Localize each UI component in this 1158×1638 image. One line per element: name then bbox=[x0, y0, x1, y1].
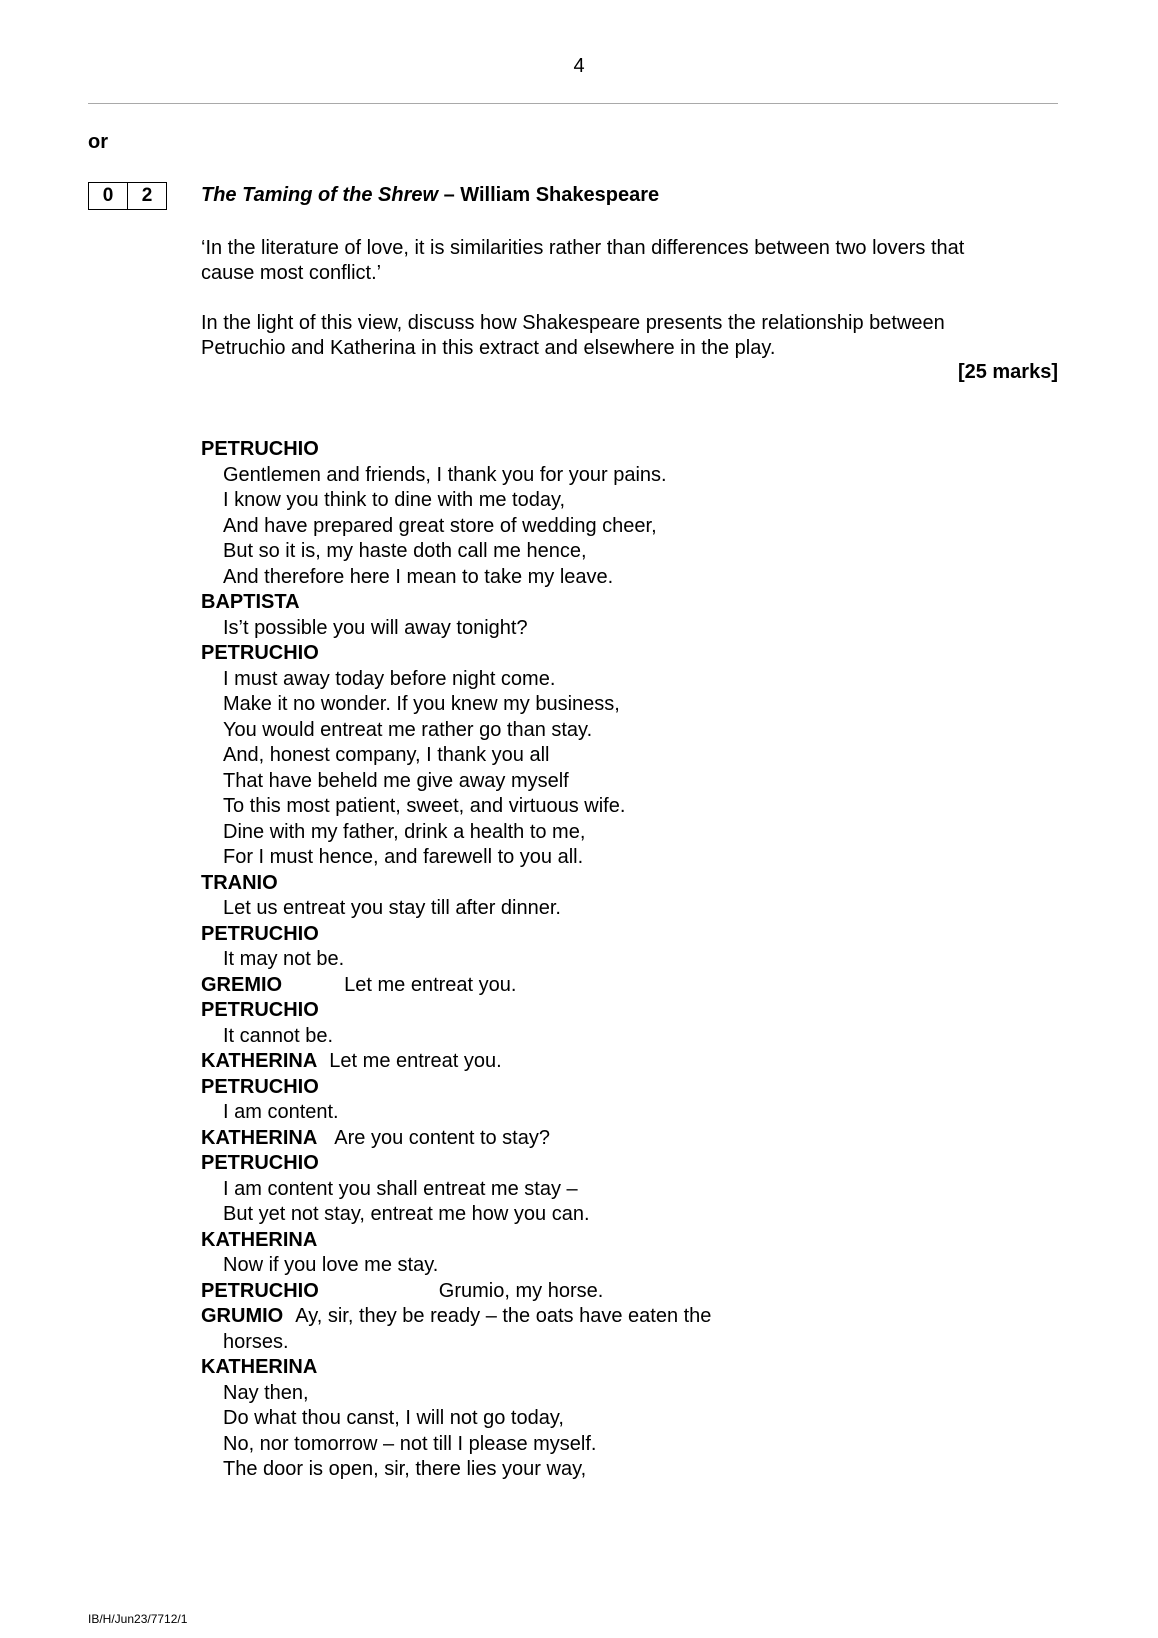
speech-block bbox=[201, 641, 901, 871]
speech-block bbox=[201, 1126, 901, 1152]
speaker-name: GRUMIO bbox=[201, 1305, 284, 1327]
speaker-name: KATHERINA bbox=[201, 1126, 318, 1149]
speech-line: No, nor tomorrow – not till I please myself. bbox=[223, 1432, 597, 1455]
marks-label: [25 marks] bbox=[957, 361, 1058, 383]
speech-line: It may not be. bbox=[223, 948, 345, 970]
speech-line: horses. bbox=[223, 1330, 289, 1353]
speech-line: Let us entreat you stay till after dinner. bbox=[223, 897, 561, 919]
speech-block bbox=[201, 871, 901, 922]
or-label: or bbox=[88, 131, 108, 153]
question-digit-2: 2 bbox=[127, 183, 166, 209]
speaker-name: KATHERINA bbox=[201, 1228, 318, 1251]
speech-line: You would entreat me rather go than stay. bbox=[223, 718, 593, 741]
speech-line: That have beheld me give away myself bbox=[223, 769, 569, 792]
speaker-name: KATHERINA bbox=[201, 1356, 318, 1378]
speech-inline-row bbox=[201, 1279, 901, 1305]
speech-block bbox=[201, 1228, 901, 1279]
speaker-name: PETRUCHIO bbox=[201, 1075, 319, 1098]
question-digit-1: 0 bbox=[102, 185, 114, 206]
question-number-box bbox=[88, 182, 167, 210]
speech-line: Are you content to stay? bbox=[334, 1126, 550, 1149]
speech-block bbox=[201, 973, 901, 999]
speech-block bbox=[201, 998, 901, 1049]
speech-inline-row bbox=[201, 1049, 901, 1075]
speech-inline-row bbox=[201, 1126, 901, 1152]
speech-line: For I must hence, and farewell to you all. bbox=[223, 846, 584, 868]
play-title: The Taming of the Shrew bbox=[201, 184, 439, 206]
speaker-name: TRANIO bbox=[201, 871, 278, 894]
speaker-name: PETRUCHIO bbox=[201, 1152, 319, 1174]
speech-line: To this most patient, sweet, and virtuous wife. bbox=[223, 795, 626, 817]
speech-line: Grumio, my horse. bbox=[438, 1279, 604, 1302]
speech-line: Dine with my father, drink a health to me, bbox=[223, 820, 586, 843]
speaker-name: PETRUCHIO bbox=[201, 1279, 319, 1302]
speaker-name: PETRUCHIO bbox=[201, 642, 319, 664]
speaker-name: PETRUCHIO bbox=[201, 922, 319, 945]
speech-line: Ay, sir, they be ready – the oats have eaten the bbox=[295, 1305, 712, 1327]
speech-line: I know you think to dine with me today, bbox=[223, 489, 566, 511]
speech-line: Nay then, bbox=[223, 1381, 309, 1404]
speech-line: Do what thou canst, I will not go today, bbox=[223, 1407, 564, 1429]
speaker-name: BAPTISTA bbox=[201, 591, 300, 613]
quote-line: cause most conflict.’ bbox=[201, 262, 382, 284]
speech-line: And have prepared great store of wedding cheer, bbox=[223, 514, 657, 537]
speech-line: Is’t possible you will away tonight? bbox=[223, 616, 528, 639]
speaker-name: GREMIO bbox=[201, 973, 283, 996]
quote-line: ‘In the literature of love, it is similarities rather than differences between two lovers that bbox=[201, 237, 965, 259]
speech-line: And, honest company, I thank you all bbox=[223, 744, 550, 766]
speech-block bbox=[201, 1151, 901, 1228]
question-title bbox=[201, 184, 659, 207]
speech-line: I am content. bbox=[223, 1101, 339, 1123]
speaker-name: KATHERINA bbox=[201, 1050, 318, 1072]
footer-code: IB/H/Jun23/7712/1 bbox=[88, 1612, 188, 1626]
speech-block bbox=[201, 1075, 901, 1126]
speech-line: It cannot be. bbox=[223, 1024, 334, 1047]
speech-line: And therefore here I mean to take my leave. bbox=[223, 565, 614, 588]
speech-line: I am content you shall entreat me stay – bbox=[223, 1177, 578, 1200]
speech-line: Now if you love me stay. bbox=[223, 1254, 439, 1276]
speech-block bbox=[201, 1049, 901, 1075]
header-divider bbox=[88, 103, 1058, 104]
question-task bbox=[201, 311, 1061, 361]
speech-line: Gentlemen and friends, I thank you for your pains. bbox=[223, 463, 667, 486]
speech-block bbox=[201, 437, 901, 590]
speech-line: But so it is, my haste doth call me hence, bbox=[223, 540, 587, 562]
speech-line: Let me entreat you. bbox=[329, 1050, 502, 1072]
speech-block bbox=[201, 1304, 901, 1355]
speech-block bbox=[201, 590, 901, 641]
speech-line: I must away today before night come. bbox=[223, 667, 556, 690]
task-line: In the light of this view, discuss how Shakespeare presents the relationship between bbox=[201, 312, 945, 334]
task-line: Petruchio and Katherina in this extract and elsewhere in the play. bbox=[201, 337, 776, 359]
speech-inline-row bbox=[201, 973, 901, 999]
speech-block bbox=[201, 1279, 901, 1305]
speech-line: The door is open, sir, there lies your way, bbox=[223, 1458, 587, 1480]
speech-line: Make it no wonder. If you knew my business, bbox=[223, 693, 620, 715]
play-extract bbox=[201, 437, 901, 1483]
question-quote bbox=[201, 236, 1061, 286]
speaker-name: PETRUCHIO bbox=[201, 999, 319, 1021]
speech-block bbox=[201, 1355, 901, 1483]
speaker-name: PETRUCHIO bbox=[201, 438, 319, 460]
speech-line: Let me entreat you. bbox=[344, 973, 517, 996]
speech-line: But yet not stay, entreat me how you can. bbox=[223, 1203, 590, 1225]
page-number: 4 bbox=[573, 55, 585, 77]
speech-inline-row bbox=[201, 1304, 901, 1330]
author-name: – William Shakespeare bbox=[438, 184, 660, 206]
speech-block bbox=[201, 922, 901, 973]
